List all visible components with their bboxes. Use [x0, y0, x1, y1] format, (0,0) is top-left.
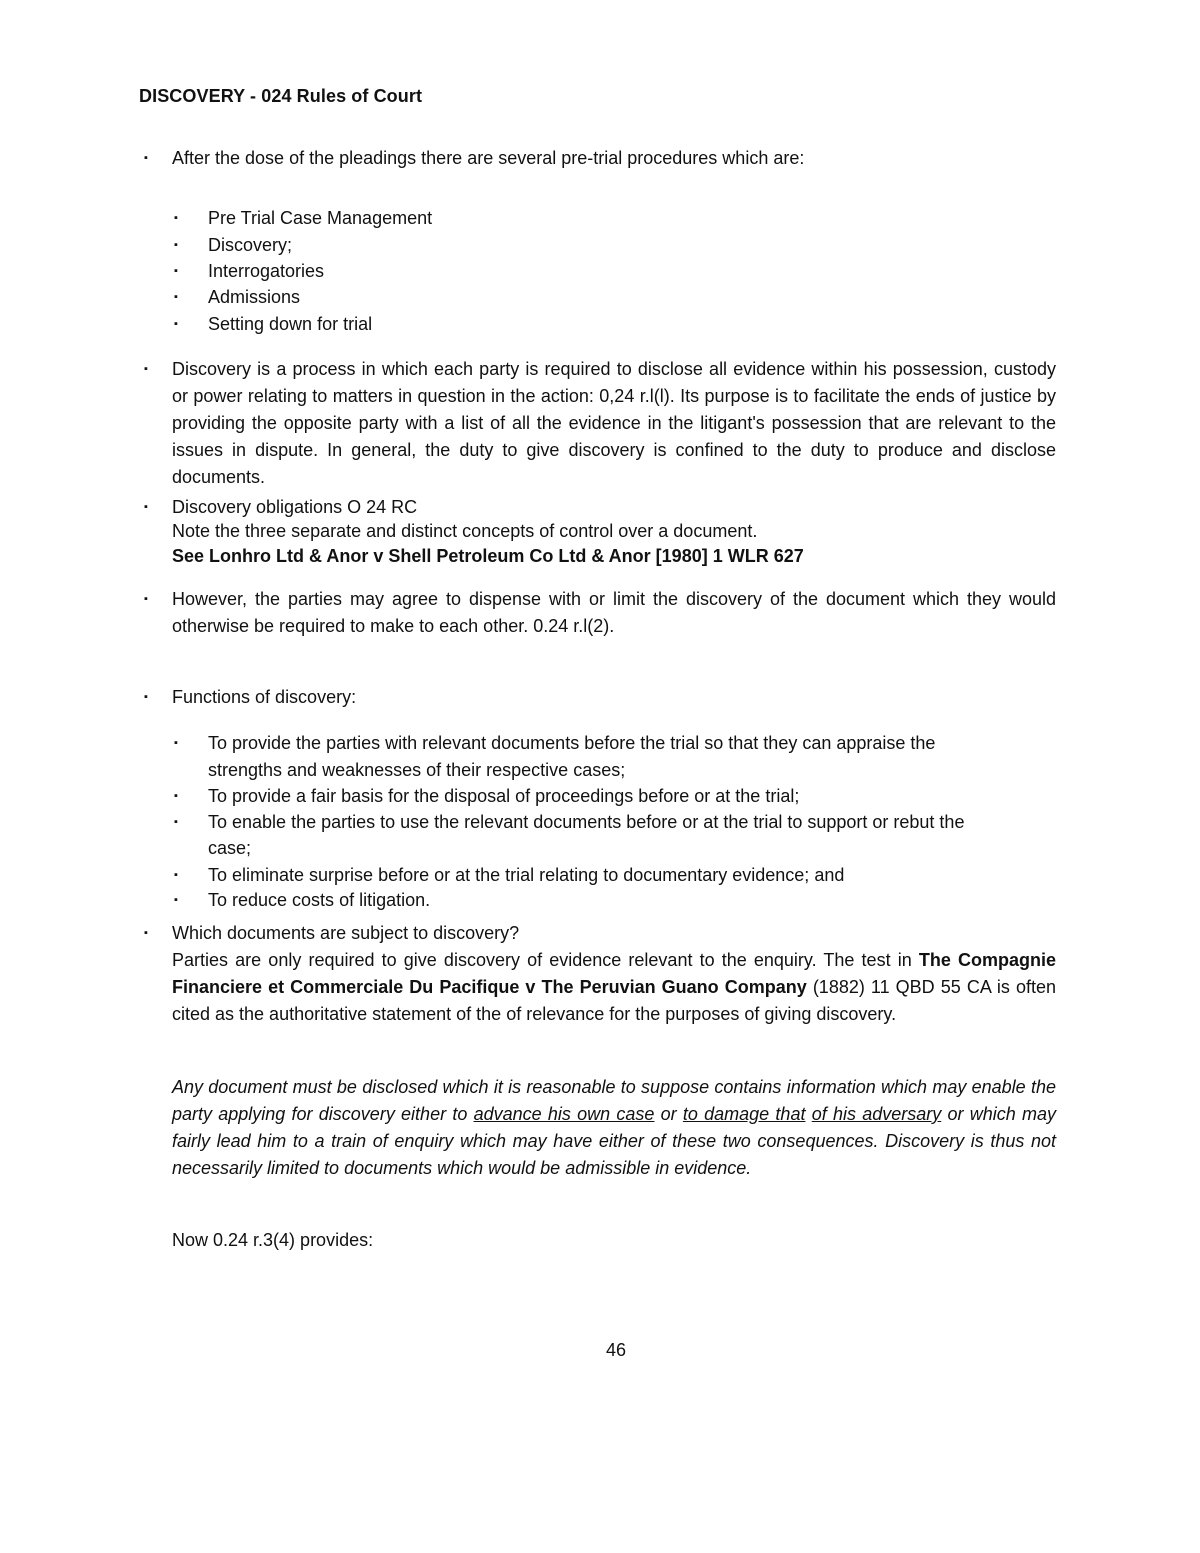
- list-item: Discovery;: [208, 235, 293, 255]
- which-docs-text: Parties are only required to give discovery of evidence relevant to the enquiry. The test in: [172, 950, 919, 970]
- bullet-marker: ▪: [174, 212, 178, 224]
- list-item: To eliminate surprise before or at the trial relating to documentary evidence; and: [208, 865, 845, 885]
- list-item: To reduce costs of litigation.: [208, 890, 431, 910]
- bullet-marker: ▪: [174, 737, 178, 749]
- functions-heading: Functions of discovery:: [172, 687, 357, 707]
- discovery-definition: Discovery is a process in which each party is required to disclose all evidence within his possession, custody or power relating to matters in question in the action: 0,24 r.l(l). Its purpose is to facilitate the ends of justice by providing the opposite party with a list of all the evidence in the litigant's possession that are relevant to the issues in dispute. In general, the duty to give discovery is confined to the duty to produce and disclose documents.: [172, 359, 1056, 487]
- bullet-marker: ▪: [174, 318, 178, 330]
- which-docs-paragraph: [172, 947, 1056, 1028]
- bullet-marker: ▪: [174, 239, 178, 251]
- list-item: Setting down for trial: [208, 314, 373, 334]
- quote-text: Any document must be disclosed which it is reasonable to suppose contains information which may enable the party applying for discovery either to: [172, 1077, 1056, 1124]
- however-paragraph: However, the parties may agree to dispense with or limit the discovery of the document which they would otherwise be required to make to each other. 0.24 r.l(2).: [172, 589, 1056, 636]
- list-item: Admissions: [208, 287, 301, 307]
- case-citation: The Compagnie Financiere et Commerciale Du Pacifique v The Peruvian Guano Company: [172, 950, 1056, 997]
- quote-underline: advance his own case: [473, 1104, 655, 1124]
- page-title: DISCOVERY - 024 Rules of Court: [139, 86, 423, 106]
- bullet-marker: ▪: [174, 816, 178, 828]
- case-citation: See Lonhro Ltd & Anor v Shell Petroleum Co Ltd & Anor [1980] 1 WLR 627: [172, 546, 804, 566]
- obligations-heading: Discovery obligations O 24 RC: [172, 497, 418, 517]
- list-item: case;: [208, 838, 252, 858]
- intro-text: After the dose of the pleadings there are several pre-trial procedures which are:: [172, 148, 805, 168]
- page-number: 46: [605, 1340, 627, 1360]
- quote-underline: of his adversary: [811, 1104, 942, 1124]
- which-docs-heading: Which documents are subject to discovery?: [172, 923, 520, 943]
- bullet-marker: ▪: [174, 790, 178, 802]
- bullet-marker: ▪: [144, 152, 148, 164]
- bullet-marker: ▪: [144, 927, 148, 939]
- now-line: Now 0.24 r.3(4) provides:: [172, 1230, 374, 1250]
- list-item: strengths and weaknesses of their respective cases;: [208, 760, 626, 780]
- which-docs-text: (1882) 11 QBD 55 CA is often cited as the authoritative statement of the of relevance for the purposes of giving discovery.: [172, 977, 1056, 1024]
- list-item: To provide the parties with relevant documents before the trial so that they can appraise the: [208, 733, 936, 753]
- quote-underline: to damage that: [682, 1104, 806, 1124]
- obligations-note: Note the three separate and distinct concepts of control over a document.: [172, 521, 758, 541]
- list-item: Interrogatories: [208, 261, 325, 281]
- quote-text: or: [654, 1104, 683, 1124]
- quote-paragraph: [172, 1074, 1056, 1182]
- bullet-marker: ▪: [144, 593, 148, 605]
- list-item: Pre Trial Case Management: [208, 208, 433, 228]
- bullet-marker: ▪: [174, 894, 178, 906]
- list-item: To provide a fair basis for the disposal of proceedings before or at the trial;: [208, 786, 800, 806]
- list-item: To enable the parties to use the relevant documents before or at the trial to support or rebut the: [208, 812, 965, 832]
- bullet-marker: ▪: [174, 291, 178, 303]
- bullet-marker: ▪: [174, 869, 178, 881]
- quote-text: or which may fairly lead him to a train of enquiry which may have either of these two consequences. Discovery is thus not necessarily limited to documents which would be admissible in evidence.: [172, 1104, 1056, 1178]
- bullet-marker: ▪: [144, 363, 148, 375]
- bullet-marker: ▪: [144, 691, 148, 703]
- bullet-marker: ▪: [144, 501, 148, 513]
- bullet-marker: ▪: [174, 265, 178, 277]
